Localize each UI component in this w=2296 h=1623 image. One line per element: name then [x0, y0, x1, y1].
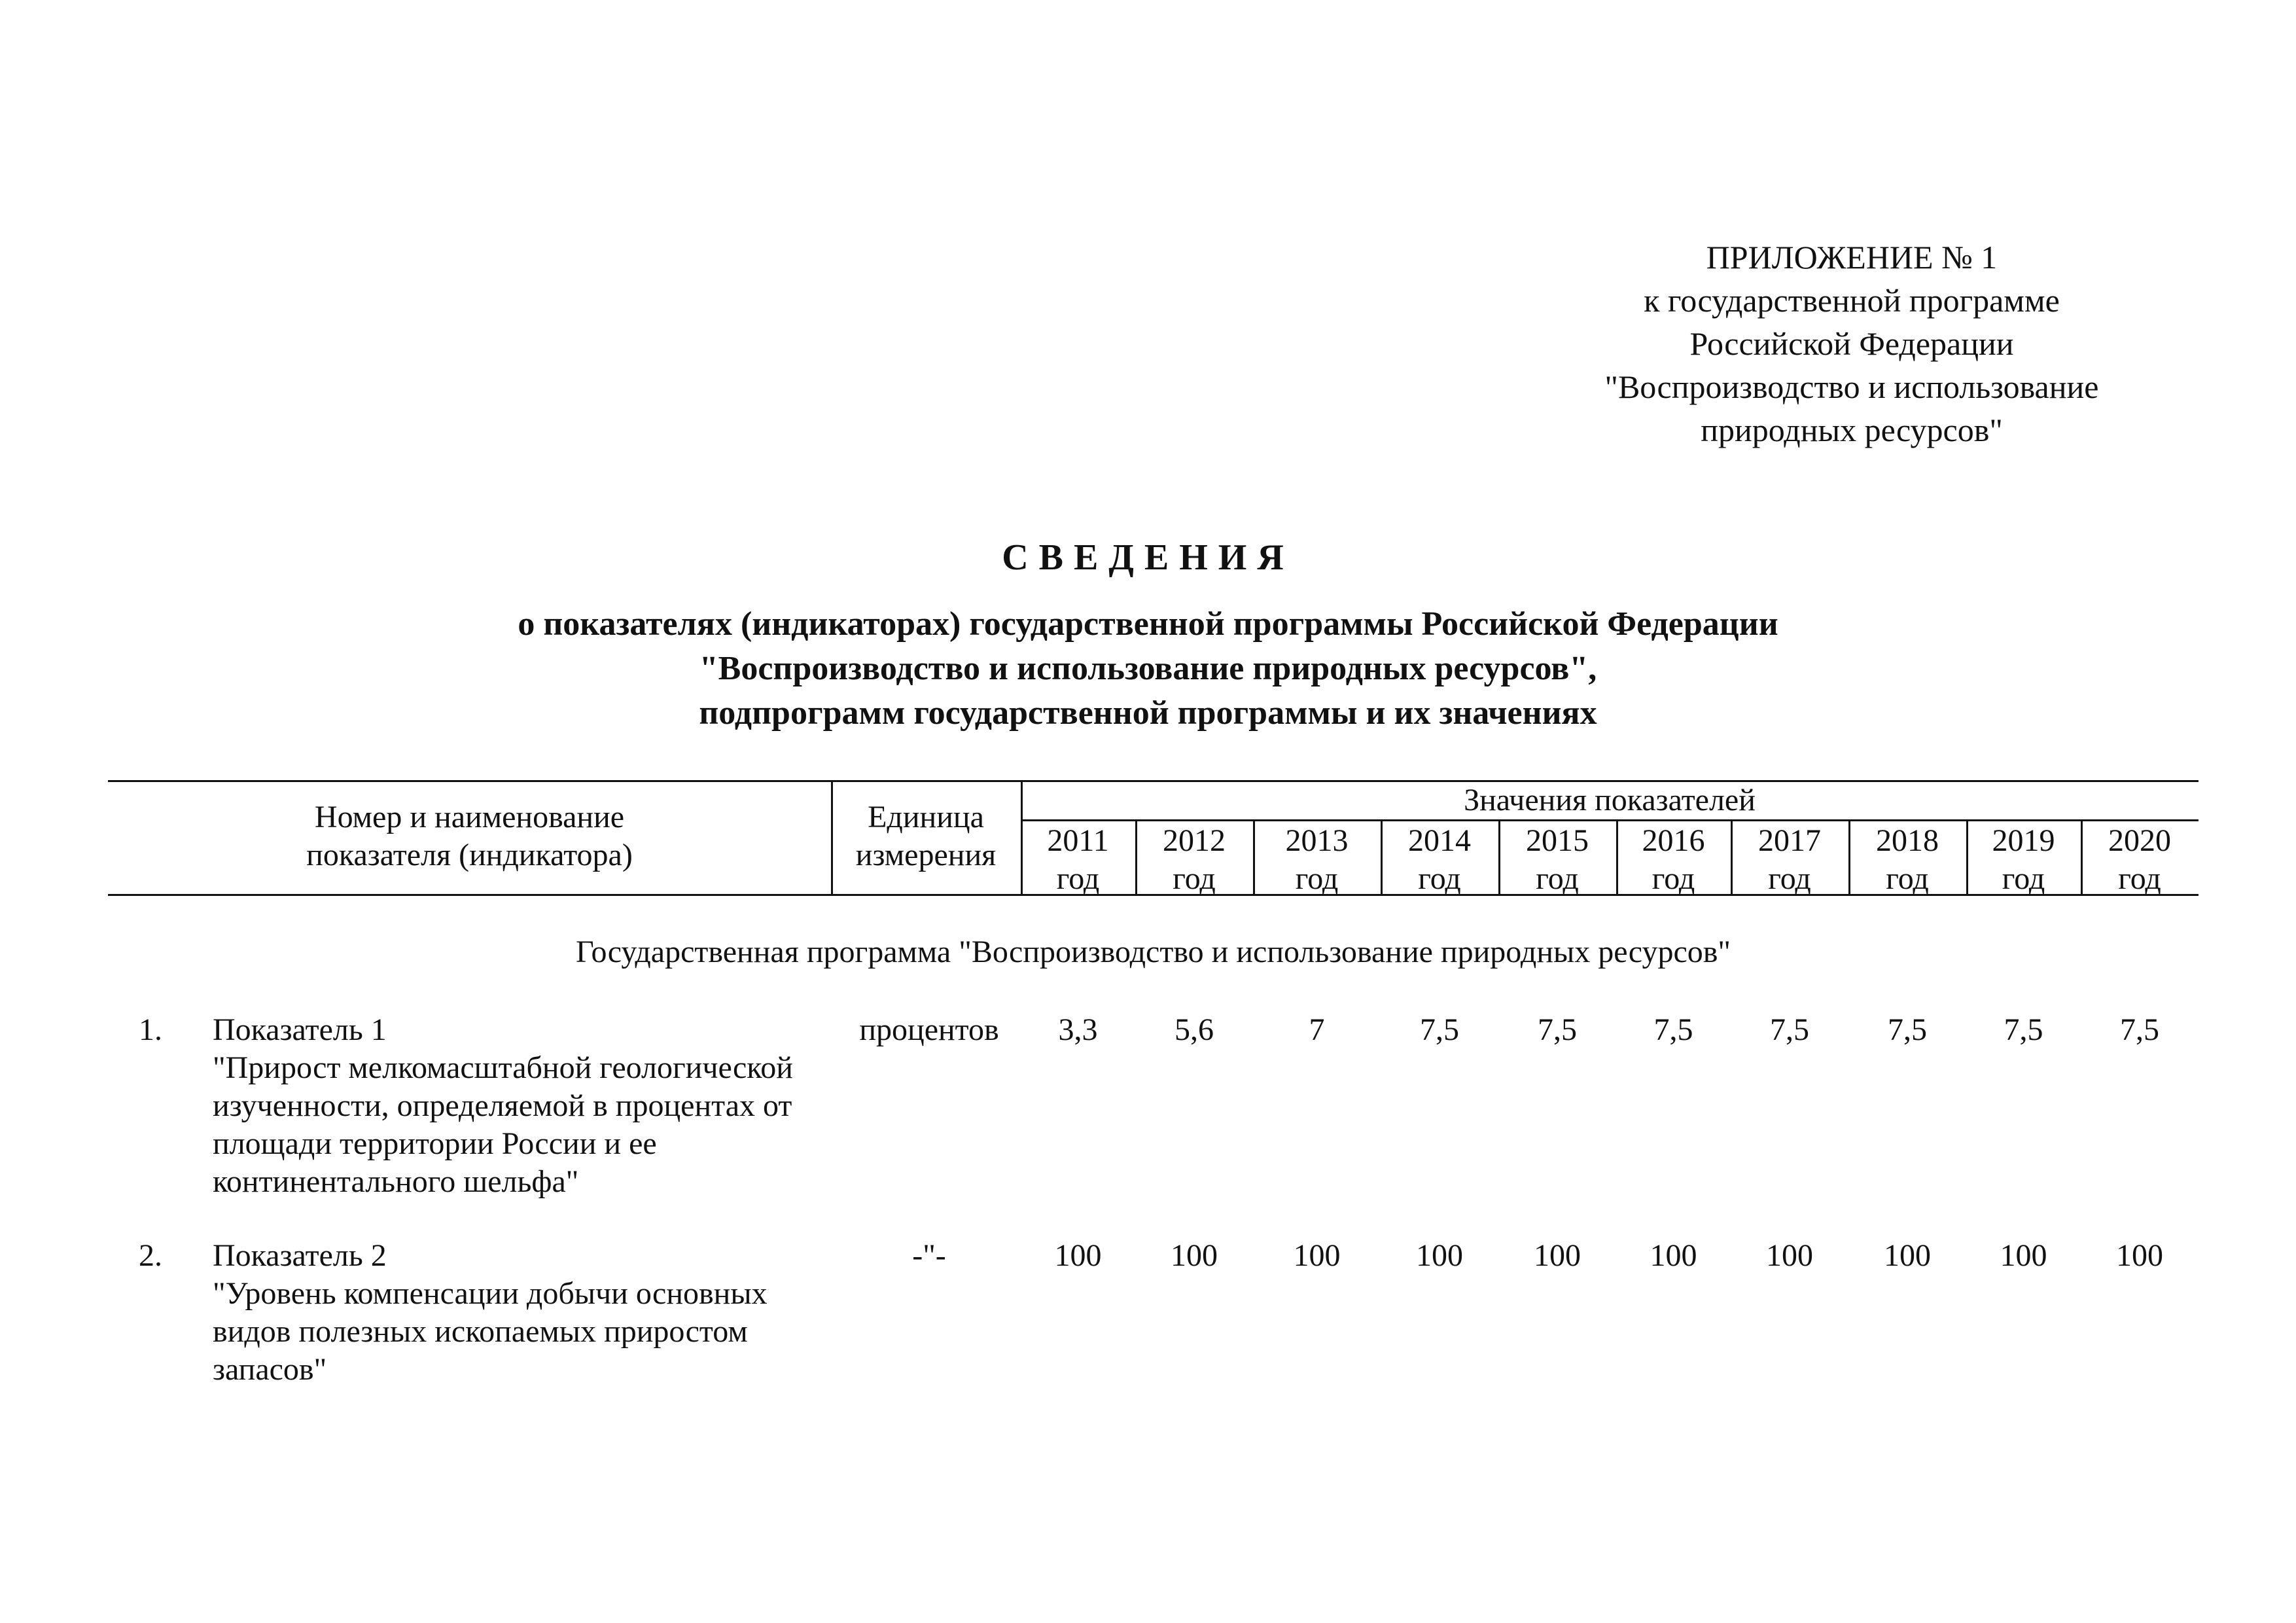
row-indicator-name-line: континентального шельфа" [213, 1164, 579, 1199]
header-values-title: Значения показателей [1464, 783, 1756, 817]
header-name-label [108, 798, 831, 874]
row-value-cell: 100 [1416, 1238, 1463, 1273]
row-number: 1. [139, 1012, 162, 1047]
header-year-suffix: год [1886, 861, 1929, 896]
header-year: 2013 [1285, 823, 1349, 858]
header-values-title-rule [1021, 819, 2199, 821]
header-year-suffix: год [1418, 861, 1461, 896]
row-value-cell: 7,5 [1888, 1012, 1927, 1047]
row-value-cell: 3,3 [1058, 1012, 1098, 1047]
row-value-cell: 100 [1534, 1238, 1581, 1273]
row-indicator-name [213, 1011, 841, 1201]
appendix-block [1544, 236, 2159, 452]
row-value-cell: 100 [2000, 1238, 2047, 1273]
header-year: 2015 [1526, 823, 1589, 858]
row-indicator-name-line: видов полезных ископаемых приростом [213, 1314, 748, 1349]
appendix-line-2: к государственной программе [1644, 282, 2060, 319]
header-year: 2019 [1992, 823, 2055, 858]
row-indicator-name-line: "Прирост мелкомасштабной геологической [213, 1050, 793, 1085]
row-unit: процентов [859, 1012, 999, 1047]
subtitle-line-3: подпрограмм государственной программы и их значениях [699, 694, 1597, 732]
row-value-cell: 100 [2116, 1238, 2163, 1273]
row-value-cell: 100 [1171, 1238, 1218, 1273]
header-unit-label [831, 798, 1021, 874]
header-year-cell [1253, 822, 1381, 898]
row-indicator-name [213, 1237, 841, 1389]
header-year-cell [1135, 822, 1253, 898]
header-year: 2014 [1408, 823, 1471, 858]
header-year: 2020 [2108, 823, 2171, 858]
row-indicator-name-line: запасов" [213, 1352, 327, 1387]
header-year: 2016 [1642, 823, 1705, 858]
subtitle-line-1: о показателях (индикаторах) государственной программы Российской Федерации [518, 605, 1778, 643]
row-unit: -"- [912, 1238, 946, 1273]
row-value-cell: 100 [1293, 1238, 1341, 1273]
header-year-cell [1848, 822, 1966, 898]
header-year-cell [1966, 822, 2081, 898]
row-value-cell: 7,5 [1420, 1012, 1459, 1047]
section-title: Государственная программа "Воспроизводство и использование природных ресурсов" [575, 935, 1731, 969]
appendix-line-5: природных ресурсов" [1701, 412, 2003, 448]
appendix-line-1: ПРИЛОЖЕНИЕ № 1 [1706, 239, 1998, 276]
header-unit-line-1: Единица [868, 800, 984, 834]
header-year-suffix: год [1536, 861, 1579, 896]
document-subtitle [0, 602, 2296, 736]
header-year-suffix: год [1768, 861, 1811, 896]
header-year-cell [1021, 822, 1135, 898]
row-indicator-name-line: площади территории России и ее [213, 1126, 657, 1161]
header-year-cell [1381, 822, 1498, 898]
header-unit-line-2: измерения [855, 838, 997, 872]
row-value-cell: 7,5 [1770, 1012, 1809, 1047]
row-indicator-name-line: Показатель 1 [213, 1012, 387, 1047]
header-year-cell [2081, 822, 2199, 898]
row-indicator-name-line: Показатель 2 [213, 1238, 387, 1273]
row-value-cell: 100 [1054, 1238, 1102, 1273]
header-name-line-1: Номер и наименование [314, 800, 625, 834]
row-number: 2. [139, 1238, 162, 1273]
row-value-cell: 7,5 [2004, 1012, 2043, 1047]
row-value-cell: 100 [1766, 1238, 1813, 1273]
header-year-suffix: год [2002, 861, 2045, 896]
row-value-cell: 7,5 [1653, 1012, 1693, 1047]
header-year-suffix: год [1056, 861, 1100, 896]
appendix-line-4: "Воспроизводство и использование [1604, 368, 2099, 405]
header-name-line-2: показателя (индикатора) [306, 838, 633, 872]
subtitle-line-2: "Воспроизводство и использование природных ресурсов", [699, 650, 1597, 687]
header-year: 2012 [1163, 823, 1226, 858]
header-year: 2018 [1876, 823, 1939, 858]
row-indicator-name-line: "Уровень компенсации добычи основных [213, 1276, 768, 1311]
header-year-suffix: год [1295, 861, 1339, 896]
header-year-suffix: год [1651, 861, 1695, 896]
row-value-cell: 7 [1309, 1012, 1325, 1047]
header-year: 2017 [1758, 823, 1821, 858]
row-indicator-name-line: изученности, определяемой в процентах от [213, 1088, 792, 1123]
header-year: 2011 [1047, 823, 1109, 858]
header-year-cell [1731, 822, 1848, 898]
header-year-suffix: год [2118, 861, 2161, 896]
row-value-cell: 7,5 [1538, 1012, 1577, 1047]
header-year-cell [1616, 822, 1731, 898]
row-value-cell: 5,6 [1174, 1012, 1214, 1047]
document-title: СВЕДЕНИЯ [1002, 537, 1294, 578]
appendix-line-3: Российской Федерации [1689, 325, 2014, 362]
row-value-cell: 100 [1650, 1238, 1697, 1273]
row-value-cell: 100 [1884, 1238, 1931, 1273]
header-year-suffix: год [1173, 861, 1216, 896]
row-value-cell: 7,5 [2120, 1012, 2159, 1047]
header-year-cell [1498, 822, 1616, 898]
